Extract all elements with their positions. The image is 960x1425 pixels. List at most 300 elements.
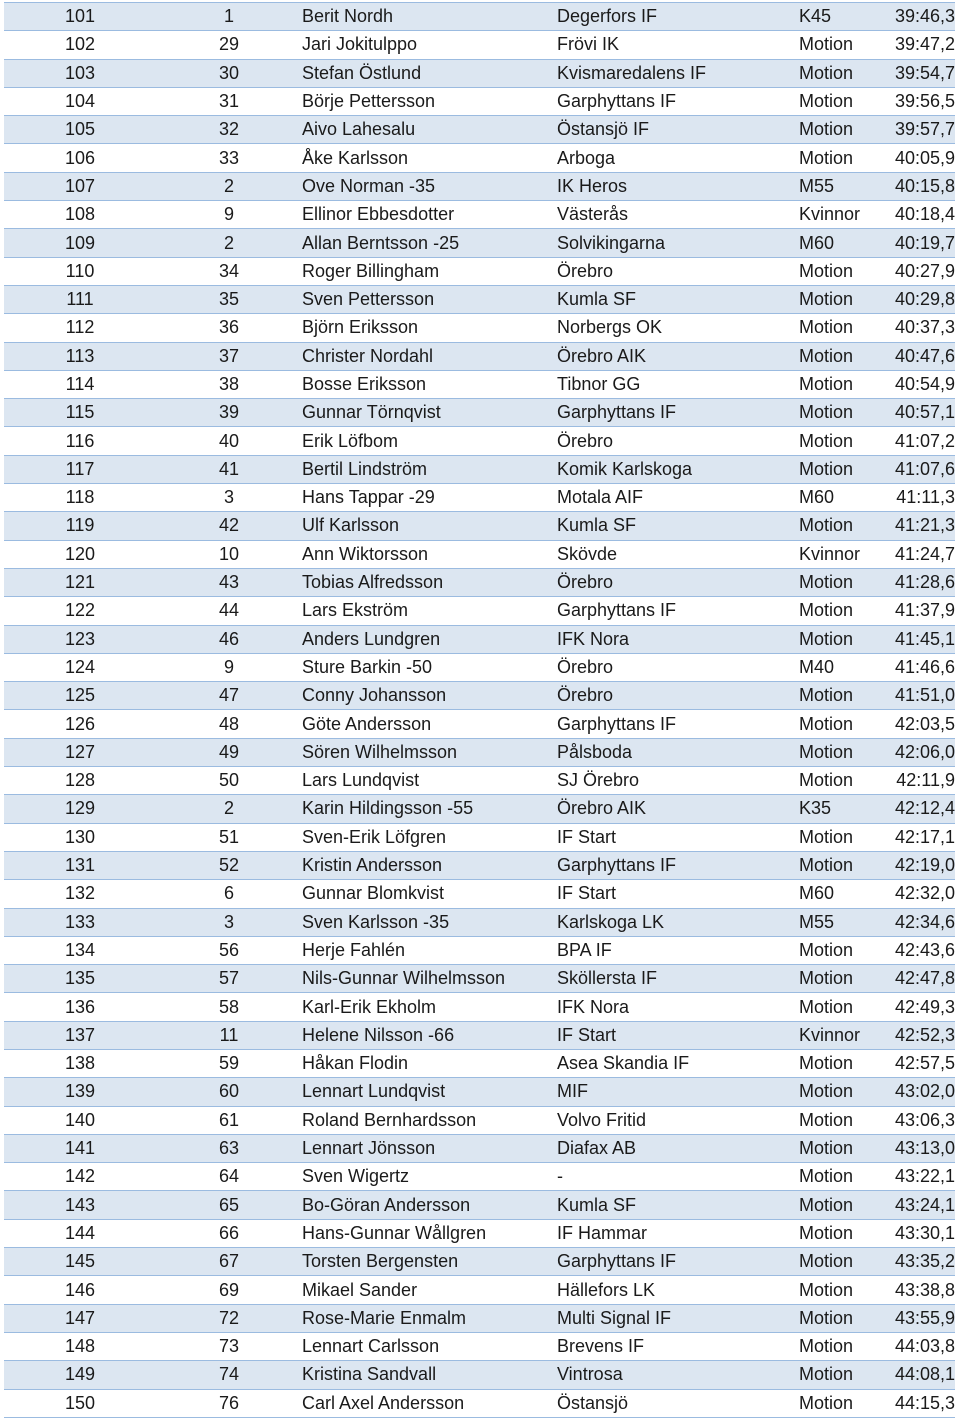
table-row	[4, 767, 955, 795]
table-row	[4, 965, 955, 993]
finish-time-cell: 41:46,6	[878, 653, 955, 681]
place-cell: 133	[4, 908, 156, 936]
class-cell: Motion	[799, 625, 878, 653]
table-row	[4, 1332, 955, 1360]
class-cell: Motion	[799, 257, 878, 285]
bib-number-cell: 3	[156, 484, 302, 512]
place-cell: 134	[4, 936, 156, 964]
bib-number-cell: 37	[156, 342, 302, 370]
place-cell: 137	[4, 1021, 156, 1049]
place-cell: 119	[4, 512, 156, 540]
club-cell: Skövde	[557, 540, 799, 568]
bib-number-cell: 72	[156, 1304, 302, 1332]
place-cell: 130	[4, 823, 156, 851]
place-cell: 122	[4, 597, 156, 625]
class-cell: Motion	[799, 455, 878, 483]
bib-number-cell: 51	[156, 823, 302, 851]
club-cell: Brevens IF	[557, 1332, 799, 1360]
runner-name-cell: Sture Barkin -50	[302, 653, 557, 681]
table-row	[4, 738, 955, 766]
finish-time-cell: 39:47,2	[878, 31, 955, 59]
place-cell: 114	[4, 370, 156, 398]
bib-number-cell: 3	[156, 908, 302, 936]
finish-time-cell: 42:19,0	[878, 851, 955, 879]
runner-name-cell: Mikael Sander	[302, 1276, 557, 1304]
results-body	[4, 3, 955, 1418]
class-cell: Motion	[799, 285, 878, 313]
club-cell: MIF	[557, 1078, 799, 1106]
place-cell: 139	[4, 1078, 156, 1106]
table-row	[4, 31, 955, 59]
class-cell: Motion	[799, 314, 878, 342]
bib-number-cell: 73	[156, 1332, 302, 1360]
table-row	[4, 625, 955, 653]
bib-number-cell: 33	[156, 144, 302, 172]
class-cell: Motion	[799, 823, 878, 851]
finish-time-cell: 43:24,1	[878, 1191, 955, 1219]
table-row	[4, 1021, 955, 1049]
bib-number-cell: 9	[156, 653, 302, 681]
finish-time-cell: 42:06,0	[878, 738, 955, 766]
runner-name-cell: Börje Pettersson	[302, 87, 557, 115]
place-cell: 135	[4, 965, 156, 993]
runner-name-cell: Sven Wigertz	[302, 1163, 557, 1191]
table-row	[4, 455, 955, 483]
runner-name-cell: Jari Jokitulppo	[302, 31, 557, 59]
place-cell: 149	[4, 1361, 156, 1389]
bib-number-cell: 59	[156, 1049, 302, 1077]
finish-time-cell: 42:57,5	[878, 1049, 955, 1077]
place-cell: 102	[4, 31, 156, 59]
bib-number-cell: 35	[156, 285, 302, 313]
class-cell: Kvinnor	[799, 1021, 878, 1049]
place-cell: 150	[4, 1389, 156, 1417]
bib-number-cell: 29	[156, 31, 302, 59]
finish-time-cell: 42:49,3	[878, 993, 955, 1021]
runner-name-cell: Sven Karlsson -35	[302, 908, 557, 936]
bib-number-cell: 32	[156, 116, 302, 144]
place-cell: 110	[4, 257, 156, 285]
runner-name-cell: Lars Ekström	[302, 597, 557, 625]
table-row	[4, 314, 955, 342]
club-cell: Norbergs OK	[557, 314, 799, 342]
runner-name-cell: Karl-Erik Ekholm	[302, 993, 557, 1021]
club-cell: -	[557, 1163, 799, 1191]
place-cell: 107	[4, 172, 156, 200]
class-cell: K45	[799, 3, 878, 31]
bib-number-cell: 64	[156, 1163, 302, 1191]
table-row	[4, 1361, 955, 1389]
bib-number-cell: 57	[156, 965, 302, 993]
place-cell: 146	[4, 1276, 156, 1304]
runner-name-cell: Hans Tappar -29	[302, 484, 557, 512]
bib-number-cell: 58	[156, 993, 302, 1021]
place-cell: 124	[4, 653, 156, 681]
finish-time-cell: 43:30,1	[878, 1219, 955, 1247]
table-row	[4, 880, 955, 908]
bib-number-cell: 61	[156, 1106, 302, 1134]
club-cell: Garphyttans IF	[557, 597, 799, 625]
class-cell: Motion	[799, 568, 878, 596]
table-row	[4, 342, 955, 370]
bib-number-cell: 66	[156, 1219, 302, 1247]
place-cell: 132	[4, 880, 156, 908]
finish-time-cell: 42:03,5	[878, 710, 955, 738]
table-row	[4, 653, 955, 681]
table-row	[4, 87, 955, 115]
finish-time-cell: 42:12,4	[878, 795, 955, 823]
bib-number-cell: 69	[156, 1276, 302, 1304]
class-cell: Motion	[799, 1248, 878, 1276]
runner-name-cell: Aivo Lahesalu	[302, 116, 557, 144]
table-row	[4, 144, 955, 172]
club-cell: Multi Signal IF	[557, 1304, 799, 1332]
place-cell: 120	[4, 540, 156, 568]
class-cell: Kvinnor	[799, 201, 878, 229]
club-cell: Kumla SF	[557, 512, 799, 540]
runner-name-cell: Rose-Marie Enmalm	[302, 1304, 557, 1332]
runner-name-cell: Conny Johansson	[302, 682, 557, 710]
finish-time-cell: 43:55,9	[878, 1304, 955, 1332]
bib-number-cell: 1	[156, 3, 302, 31]
place-cell: 145	[4, 1248, 156, 1276]
table-row	[4, 512, 955, 540]
finish-time-cell: 41:28,6	[878, 568, 955, 596]
runner-name-cell: Kristina Sandvall	[302, 1361, 557, 1389]
runner-name-cell: Sven Pettersson	[302, 285, 557, 313]
class-cell: Motion	[799, 342, 878, 370]
finish-time-cell: 41:51,0	[878, 682, 955, 710]
bib-number-cell: 52	[156, 851, 302, 879]
class-cell: M60	[799, 880, 878, 908]
runner-name-cell: Lennart Jönsson	[302, 1134, 557, 1162]
club-cell: IK Heros	[557, 172, 799, 200]
bib-number-cell: 76	[156, 1389, 302, 1417]
bib-number-cell: 36	[156, 314, 302, 342]
runner-name-cell: Sven-Erik Löfgren	[302, 823, 557, 851]
club-cell: IF Start	[557, 823, 799, 851]
runner-name-cell: Christer Nordahl	[302, 342, 557, 370]
club-cell: Volvo Fritid	[557, 1106, 799, 1134]
bib-number-cell: 48	[156, 710, 302, 738]
place-cell: 143	[4, 1191, 156, 1219]
table-row	[4, 1191, 955, 1219]
club-cell: Motala AIF	[557, 484, 799, 512]
club-cell: IFK Nora	[557, 625, 799, 653]
club-cell: Asea Skandia IF	[557, 1049, 799, 1077]
place-cell: 148	[4, 1332, 156, 1360]
place-cell: 129	[4, 795, 156, 823]
bib-number-cell: 30	[156, 59, 302, 87]
place-cell: 127	[4, 738, 156, 766]
club-cell: IF Hammar	[557, 1219, 799, 1247]
table-row	[4, 370, 955, 398]
class-cell: Motion	[799, 59, 878, 87]
table-row	[4, 59, 955, 87]
club-cell: Degerfors IF	[557, 3, 799, 31]
class-cell: M55	[799, 172, 878, 200]
finish-time-cell: 40:05,9	[878, 144, 955, 172]
finish-time-cell: 44:15,3	[878, 1389, 955, 1417]
finish-time-cell: 41:37,9	[878, 597, 955, 625]
runner-name-cell: Anders Lundgren	[302, 625, 557, 653]
class-cell: Motion	[799, 1219, 878, 1247]
class-cell: Motion	[799, 144, 878, 172]
club-cell: Solvikingarna	[557, 229, 799, 257]
place-cell: 118	[4, 484, 156, 512]
runner-name-cell: Göte Andersson	[302, 710, 557, 738]
class-cell: Motion	[799, 851, 878, 879]
place-cell: 109	[4, 229, 156, 257]
finish-time-cell: 41:24,7	[878, 540, 955, 568]
club-cell: Sköllersta IF	[557, 965, 799, 993]
runner-name-cell: Carl Axel Andersson	[302, 1389, 557, 1417]
place-cell: 128	[4, 767, 156, 795]
table-row	[4, 1219, 955, 1247]
class-cell: Motion	[799, 370, 878, 398]
place-cell: 104	[4, 87, 156, 115]
class-cell: Motion	[799, 427, 878, 455]
place-cell: 108	[4, 201, 156, 229]
runner-name-cell: Lars Lundqvist	[302, 767, 557, 795]
table-row	[4, 1163, 955, 1191]
club-cell: Örebro AIK	[557, 795, 799, 823]
club-cell: Kvismaredalens IF	[557, 59, 799, 87]
bib-number-cell: 44	[156, 597, 302, 625]
finish-time-cell: 39:46,3	[878, 3, 955, 31]
runner-name-cell: Allan Berntsson -25	[302, 229, 557, 257]
finish-time-cell: 40:15,8	[878, 172, 955, 200]
table-row	[4, 229, 955, 257]
class-cell: Motion	[799, 965, 878, 993]
bib-number-cell: 41	[156, 455, 302, 483]
table-row	[4, 116, 955, 144]
runner-name-cell: Gunnar Blomkvist	[302, 880, 557, 908]
finish-time-cell: 41:07,6	[878, 455, 955, 483]
runner-name-cell: Lennart Lundqvist	[302, 1078, 557, 1106]
runner-name-cell: Nils-Gunnar Wilhelmsson	[302, 965, 557, 993]
finish-time-cell: 42:43,6	[878, 936, 955, 964]
place-cell: 116	[4, 427, 156, 455]
runner-name-cell: Helene Nilsson -66	[302, 1021, 557, 1049]
club-cell: Östansjö IF	[557, 116, 799, 144]
finish-time-cell: 41:11,3	[878, 484, 955, 512]
finish-time-cell: 42:17,1	[878, 823, 955, 851]
table-row	[4, 1389, 955, 1417]
bib-number-cell: 9	[156, 201, 302, 229]
table-row	[4, 568, 955, 596]
table-row	[4, 399, 955, 427]
table-row	[4, 908, 955, 936]
table-row	[4, 993, 955, 1021]
bib-number-cell: 11	[156, 1021, 302, 1049]
class-cell: Motion	[799, 1389, 878, 1417]
runner-name-cell: Berit Nordh	[302, 3, 557, 31]
club-cell: Örebro	[557, 257, 799, 285]
table-row	[4, 484, 955, 512]
runner-name-cell: Kristin Andersson	[302, 851, 557, 879]
class-cell: K35	[799, 795, 878, 823]
table-row	[4, 172, 955, 200]
finish-time-cell: 41:45,1	[878, 625, 955, 653]
club-cell: BPA IF	[557, 936, 799, 964]
place-cell: 113	[4, 342, 156, 370]
table-row	[4, 201, 955, 229]
table-row	[4, 1078, 955, 1106]
bib-number-cell: 42	[156, 512, 302, 540]
class-cell: Motion	[799, 87, 878, 115]
club-cell: Örebro	[557, 568, 799, 596]
bib-number-cell: 43	[156, 568, 302, 596]
table-row	[4, 851, 955, 879]
place-cell: 103	[4, 59, 156, 87]
bib-number-cell: 60	[156, 1078, 302, 1106]
club-cell: Garphyttans IF	[557, 1248, 799, 1276]
place-cell: 101	[4, 3, 156, 31]
runner-name-cell: Gunnar Törnqvist	[302, 399, 557, 427]
class-cell: M55	[799, 908, 878, 936]
finish-time-cell: 44:08,1	[878, 1361, 955, 1389]
runner-name-cell: Tobias Alfredsson	[302, 568, 557, 596]
club-cell: IF Start	[557, 1021, 799, 1049]
bib-number-cell: 63	[156, 1134, 302, 1162]
bib-number-cell: 67	[156, 1248, 302, 1276]
runner-name-cell: Hans-Gunnar Wållgren	[302, 1219, 557, 1247]
finish-time-cell: 40:54,9	[878, 370, 955, 398]
club-cell: Örebro	[557, 653, 799, 681]
table-row	[4, 3, 955, 31]
club-cell: Komik Karlskoga	[557, 455, 799, 483]
club-cell: Garphyttans IF	[557, 710, 799, 738]
bib-number-cell: 38	[156, 370, 302, 398]
class-cell: Motion	[799, 710, 878, 738]
class-cell: M40	[799, 653, 878, 681]
runner-name-cell: Sören Wilhelmsson	[302, 738, 557, 766]
class-cell: Motion	[799, 1304, 878, 1332]
bib-number-cell: 6	[156, 880, 302, 908]
finish-time-cell: 40:57,1	[878, 399, 955, 427]
table-row	[4, 1106, 955, 1134]
finish-time-cell: 42:47,8	[878, 965, 955, 993]
table-row	[4, 540, 955, 568]
place-cell: 112	[4, 314, 156, 342]
bib-number-cell: 40	[156, 427, 302, 455]
class-cell: Motion	[799, 1134, 878, 1162]
runner-name-cell: Lennart Carlsson	[302, 1332, 557, 1360]
finish-time-cell: 40:37,3	[878, 314, 955, 342]
place-cell: 140	[4, 1106, 156, 1134]
class-cell: Motion	[799, 767, 878, 795]
bib-number-cell: 46	[156, 625, 302, 653]
class-cell: Motion	[799, 116, 878, 144]
bib-number-cell: 74	[156, 1361, 302, 1389]
runner-name-cell: Ellinor Ebbesdotter	[302, 201, 557, 229]
place-cell: 141	[4, 1134, 156, 1162]
finish-time-cell: 42:11,9	[878, 767, 955, 795]
finish-time-cell: 41:21,3	[878, 512, 955, 540]
table-row	[4, 795, 955, 823]
club-cell: Frövi IK	[557, 31, 799, 59]
runner-name-cell: Ann Wiktorsson	[302, 540, 557, 568]
club-cell: Garphyttans IF	[557, 851, 799, 879]
finish-time-cell: 41:07,2	[878, 427, 955, 455]
place-cell: 142	[4, 1163, 156, 1191]
class-cell: Kvinnor	[799, 540, 878, 568]
club-cell: Diafax AB	[557, 1134, 799, 1162]
runner-name-cell: Håkan Flodin	[302, 1049, 557, 1077]
finish-time-cell: 40:47,6	[878, 342, 955, 370]
runner-name-cell: Roland Bernhardsson	[302, 1106, 557, 1134]
table-row	[4, 257, 955, 285]
place-cell: 117	[4, 455, 156, 483]
runner-name-cell: Herje Fahlén	[302, 936, 557, 964]
finish-time-cell: 42:32,0	[878, 880, 955, 908]
finish-time-cell: 40:27,9	[878, 257, 955, 285]
table-row	[4, 427, 955, 455]
runner-name-cell: Torsten Bergensten	[302, 1248, 557, 1276]
class-cell: Motion	[799, 993, 878, 1021]
class-cell: Motion	[799, 1163, 878, 1191]
club-cell: Garphyttans IF	[557, 399, 799, 427]
finish-time-cell: 43:38,8	[878, 1276, 955, 1304]
place-cell: 138	[4, 1049, 156, 1077]
finish-time-cell: 40:18,4	[878, 201, 955, 229]
runner-name-cell: Ove Norman -35	[302, 172, 557, 200]
table-row	[4, 936, 955, 964]
bib-number-cell: 34	[156, 257, 302, 285]
class-cell: Motion	[799, 399, 878, 427]
club-cell: IF Start	[557, 880, 799, 908]
bib-number-cell: 2	[156, 229, 302, 257]
club-cell: Hällefors LK	[557, 1276, 799, 1304]
finish-time-cell: 40:29,8	[878, 285, 955, 313]
club-cell: Pålsboda	[557, 738, 799, 766]
runner-name-cell: Karin Hildingsson -55	[302, 795, 557, 823]
runner-name-cell: Roger Billingham	[302, 257, 557, 285]
table-row	[4, 1049, 955, 1077]
class-cell: Motion	[799, 597, 878, 625]
class-cell: Motion	[799, 936, 878, 964]
finish-time-cell: 40:19,7	[878, 229, 955, 257]
bib-number-cell: 10	[156, 540, 302, 568]
finish-time-cell: 39:57,7	[878, 116, 955, 144]
table-row	[4, 710, 955, 738]
club-cell: Arboga	[557, 144, 799, 172]
runner-name-cell: Erik Löfbom	[302, 427, 557, 455]
club-cell: Karlskoga LK	[557, 908, 799, 936]
table-row	[4, 1304, 955, 1332]
club-cell: Örebro	[557, 682, 799, 710]
club-cell: IFK Nora	[557, 993, 799, 1021]
class-cell: Motion	[799, 738, 878, 766]
runner-name-cell: Stefan Östlund	[302, 59, 557, 87]
club-cell: Östansjö	[557, 1389, 799, 1417]
table-row	[4, 285, 955, 313]
bib-number-cell: 47	[156, 682, 302, 710]
bib-number-cell: 49	[156, 738, 302, 766]
place-cell: 121	[4, 568, 156, 596]
place-cell: 111	[4, 285, 156, 313]
bib-number-cell: 39	[156, 399, 302, 427]
class-cell: Motion	[799, 1049, 878, 1077]
club-cell: Kumla SF	[557, 285, 799, 313]
place-cell: 126	[4, 710, 156, 738]
club-cell: Örebro AIK	[557, 342, 799, 370]
bib-number-cell: 56	[156, 936, 302, 964]
class-cell: Motion	[799, 1361, 878, 1389]
finish-time-cell: 39:54,7	[878, 59, 955, 87]
table-row	[4, 1134, 955, 1162]
